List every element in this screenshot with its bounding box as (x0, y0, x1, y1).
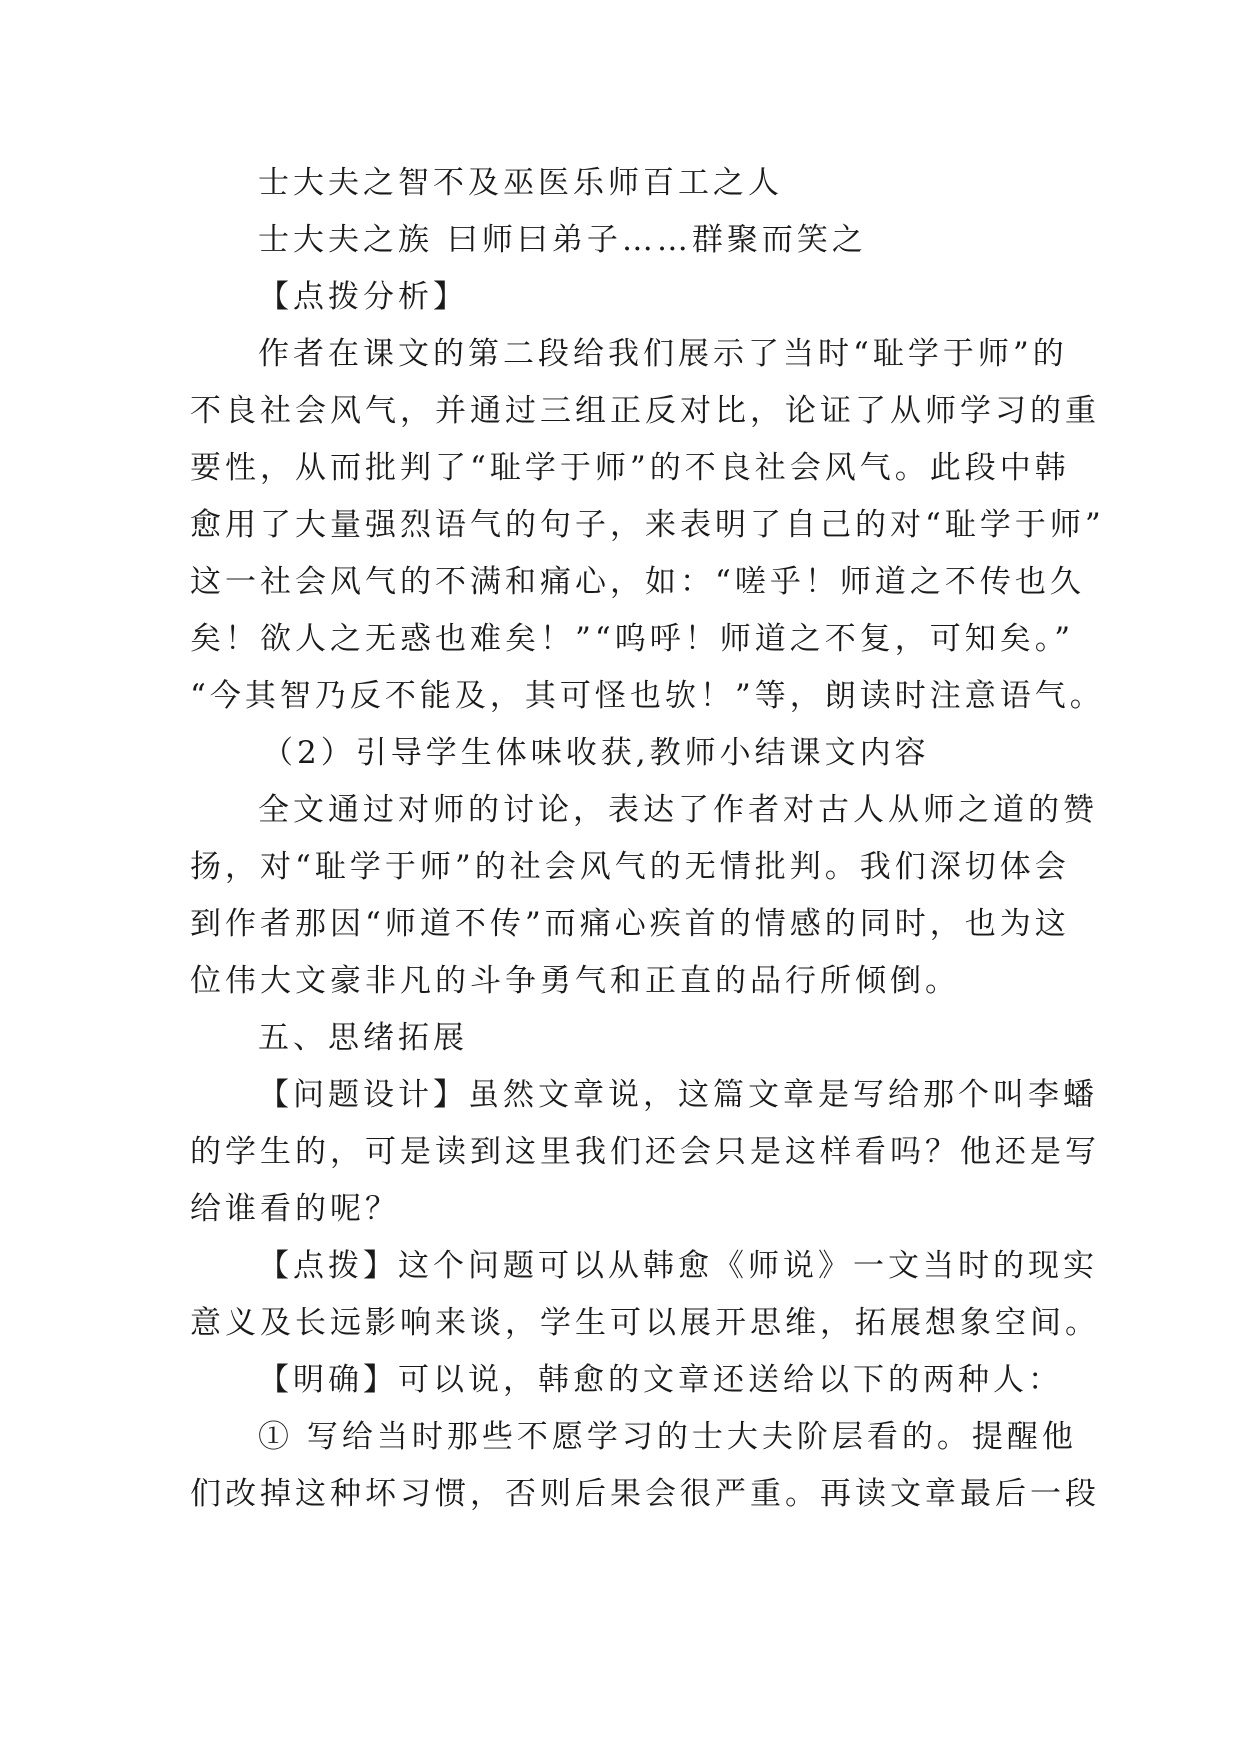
text-line-20: 【点拨】这个问题可以从韩愈《师说》一文当时的现实 (258, 1248, 1098, 1284)
text-line-22: 【明确】可以说，韩愈的文章还送给以下的两种人： (258, 1362, 1063, 1398)
text-line-19: 给谁看的呢？ (190, 1191, 400, 1227)
text-line-13: 扬，对“耻学于师”的社会风气的无情批判。我们深切体会 (190, 849, 1070, 885)
text-line-15: 位伟大文豪非凡的斗争勇气和正直的品行所倾倒。 (190, 963, 960, 999)
text-line-21: 意义及长远影响来谈，学生可以展开思维，拓展想象空间。 (190, 1305, 1100, 1341)
text-line-14: 到作者那因“师道不传”而痛心疾首的情感的同时，也为这 (190, 906, 1070, 942)
text-line-2: 士大夫之族 曰师曰弟子……群聚而笑之 (258, 222, 867, 258)
text-line-1: 士大夫之智不及巫医乐师百工之人 (258, 165, 783, 201)
text-line-17: 【问题设计】虽然文章说，这篇文章是写给那个叫李蟠 (258, 1077, 1098, 1113)
text-line-5: 不良社会风气，并通过三组正反对比，论证了从师学习的重 (190, 393, 1100, 429)
section-heading-analysis: 【点拨分析】 (258, 279, 468, 315)
text-line-7: 愈用了大量强烈语气的句子，来表明了自己的对“耻学于师” (190, 507, 1105, 543)
text-line-23: ① 写给当时那些不愿学习的士大夫阶层看的。提醒他 (258, 1419, 1077, 1455)
text-line-10: “今其智乃反不能及，其可怪也欤！”等，朗读时注意语气。 (190, 678, 1105, 714)
text-line-8: 这一社会风气的不满和痛心，如：“嗟乎！师道之不传也久 (190, 564, 1085, 600)
text-line-12: 全文通过对师的讨论，表达了作者对古人从师之道的赞 (258, 792, 1098, 828)
section-heading-five: 五、思绪拓展 (258, 1020, 468, 1056)
text-line-9: 矣！欲人之无惑也难矣！”“呜呼！师道之不复，可知矣。” (190, 621, 1075, 657)
text-line-6: 要性，从而批判了“耻学于师”的不良社会风气。此段中韩 (190, 450, 1070, 486)
text-line-11: （2）引导学生体味收获,教师小结课文内容 (262, 735, 930, 771)
text-line-4: 作者在课文的第二段给我们展示了当时“耻学于师”的 (258, 336, 1068, 372)
text-line-24: 们改掉这种坏习惯，否则后果会很严重。再读文章最后一段 (190, 1476, 1100, 1512)
text-line-18: 的学生的，可是读到这里我们还会只是这样看吗？他还是写 (190, 1134, 1100, 1170)
